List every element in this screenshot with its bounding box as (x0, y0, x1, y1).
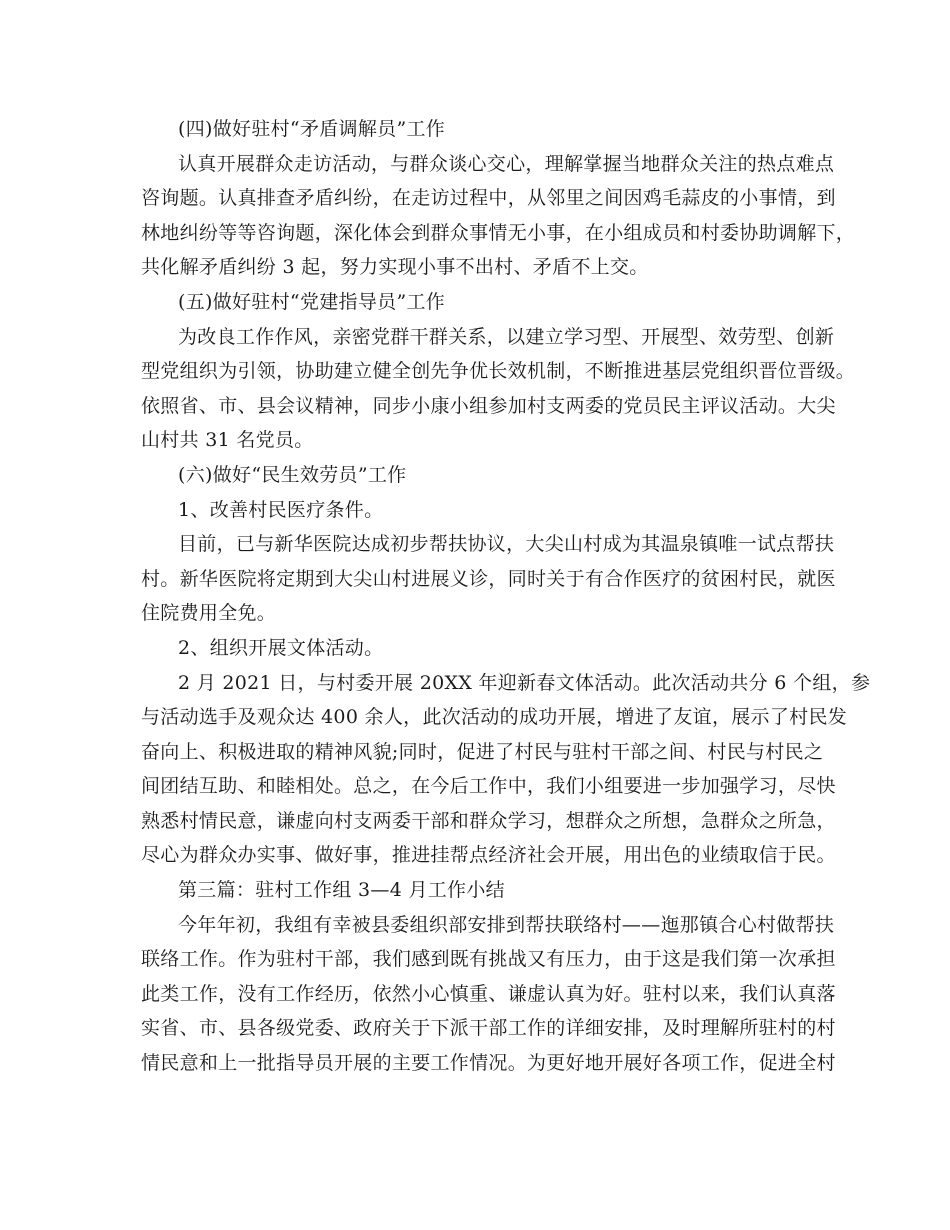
text-line: 熟悉村情民意，谦虚向村支两委干部和群众学习，想群众之所想，急群众之所急， (141, 809, 836, 832)
text-line: 1、改善村民医疗条件。 (178, 498, 384, 521)
text-line: 奋向上、积极进取的精神风貌;同时，促进了村民与驻村干部之间、村民与村民之 (141, 740, 824, 763)
document-body (141, 112, 871, 1081)
text-line: 尽心为群众办实事、做好事，推进挂帮点经济社会开展，用出色的业绩取信于民。 (141, 844, 836, 867)
text-line: 此类工作，没有工作经历，依然小心慎重、谦虚认真为好。驻村以来，我们认真落 (141, 982, 836, 1005)
text-line: 为改良工作作风，亲密党群干群关系，以建立学习型、开展型、效劳型、创新 (178, 325, 835, 348)
text-line: 住院费用全免。 (141, 602, 277, 625)
text-line: 与活动选手及观众达 400 余人，此次活动的成功开展，增进了友谊，展示了村民发 (141, 706, 848, 729)
text-line: 山村共 31 名党员。 (141, 429, 314, 452)
text-line: 型党组织为引领，协助建立健全创先争优长效机制，不断推进基层党组织晋位晋级。 (141, 360, 856, 383)
text-line: 2、组织开展文体活动。 (178, 636, 384, 659)
text-line: 咨询题。认真排查矛盾纠纷，在走访过程中，从邻里之间因鸡毛蒜皮的小事情，到 (141, 187, 836, 210)
text-line: 联络工作。作为驻村干部，我们感到既有挑战又有压力，由于这是我们第一次承担 (141, 948, 836, 971)
text-line: 依照省、市、县会议精神，同步小康小组参加村支两委的党员民主评议活动。大尖 (141, 394, 836, 417)
text-line: 村。新华医院将定期到大尖山村进展义诊，同时关于有合作医疗的贫困村民，就医 (141, 567, 836, 590)
text-line: 今年年初，我组有幸被县委组织部安排到帮扶联络村——迤那镇合心村做帮扶 (178, 913, 835, 936)
text-line: 认真开展群众走访活动，与群众谈心交心，理解掌握当地群众关注的热点难点 (178, 152, 835, 175)
text-line: 林地纠纷等等咨询题，深化体会到群众事情无小事，在小组成员和村委协助调解下， (141, 221, 856, 244)
text-line: 目前，已与新华医院达成初步帮扶协议，大尖山村成为其温泉镇唯一试点帮扶 (178, 533, 835, 556)
text-line: (五)做好驻村“党建指导员”工作 (178, 290, 446, 313)
text-line: 第三篇：驻村工作组 3—4 月工作小结 (178, 879, 505, 902)
text-line: (六)做好“民生效劳员”工作 (178, 463, 407, 486)
text-line: 间团结互助、和睦相处。总之，在今后工作中，我们小组要进一步加强学习，尽快 (141, 775, 836, 798)
text-line: 情民意和上一批指导员开展的主要工作情况。为更好地开展好各项工作，促进全村 (141, 1052, 836, 1075)
text-line: (四)做好驻村“矛盾调解员”工作 (178, 118, 446, 140)
text-line: 2 月 2021 日，与村委开展 20XX 年迎新春文体活动。此次活动共分 6 个组，参 (178, 671, 871, 694)
text-line: 实省、市、县各级党委、政府关于下派干部工作的详细安排，及时理解所驻村的村 (141, 1017, 836, 1040)
text-line: 共化解矛盾纠纷 3 起，努力实现小事不出村、矛盾不上交。 (141, 256, 649, 279)
